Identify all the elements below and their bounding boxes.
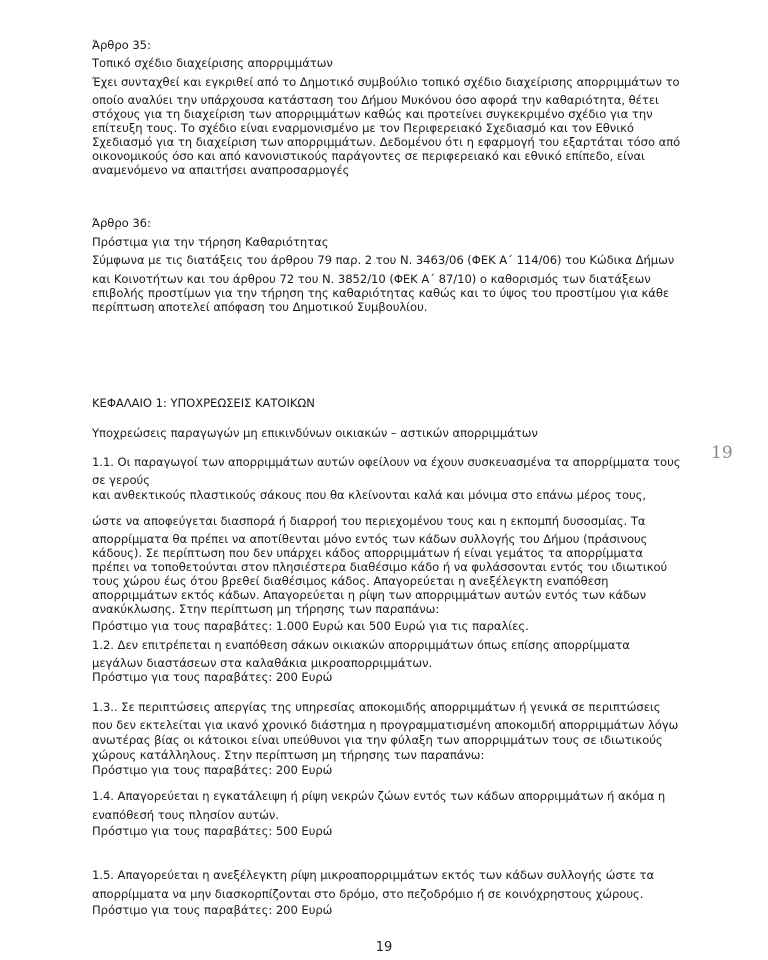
clause-1-4-fine: Πρόστιμο για τους παραβάτες: 500 Ευρώ [92, 824, 333, 838]
clause-1-1-line: πρέπει να τοποθετούνται στον πλησιέστερα διαθέσιμο κάδο ή να φυλάσσονται εντός του ιδιωτικού [92, 560, 668, 574]
clause-1-1-fine: Πρόστιμο για τους παραβάτες: 1.000 Ευρώ και 500 Ευρώ για τις παραλίες. [92, 619, 529, 633]
article-35-title: Τοπικό σχέδιο διαχείρισης απορριμμάτων [92, 56, 333, 70]
chapter-subtitle: Υποχρεώσεις παραγωγών μη επικινδύνων οικιακών – αστικών απορριμμάτων [92, 426, 538, 440]
article-35-text-line: επίτευξη τους. Το σχέδιο είναι εναρμονισμένο με τον Περιφερειακό Σχεδιασμό και τον Εθνικό [92, 121, 634, 135]
article-36-text-line: και Κοινοτήτων και του άρθρου 72 του Ν. 3852/10 (ΦΕΚ Α΄ 87/10) ο καθορισμός των διατάξεων [92, 272, 651, 286]
article-35-heading: Άρθρο 35: [92, 38, 151, 52]
clause-1-1-line: τους χώρου έως ότου βρεθεί διαθέσιμος κάδος. Απαγορεύεται η ανεξέλεγκτη εναπόθεση [92, 574, 609, 588]
clause-1-3-line: 1.3.. Σε περιπτώσεις απεργίας της υπηρεσίας αποκομιδής απορριμμάτων ή γενικά σε περιπτώσεις [92, 700, 661, 714]
clause-1-1-line: σε γερούς [92, 473, 150, 487]
clause-1-1-line: απορρίμματα θα πρέπει να αποτίθενται μόνο εντός των κάδων συλλογής του Δήμου (πράσινους [92, 532, 648, 546]
chapter-title: ΚΕΦΑΛΑΙΟ 1: ΥΠΟΧΡΕΩΣΕΙΣ ΚΑΤΟΙΚΩΝ [92, 396, 315, 410]
clause-1-5-line: απορρίμματα να μην διασκορπίζονται στο δρόμο, στο πεζοδρόμιο ή σε κοινόχρηστους χώρους. [92, 887, 644, 901]
article-36-text-line: επιβολής προστίμων για την τήρηση της καθαριότητας καθώς και το ύψος του προστίμου για κάθε [92, 286, 670, 300]
clause-1-4-line: 1.4. Απαγορεύεται η εγκατάλειψη ή ρίψη νεκρών ζώων εντός των κάδων απορριμμάτων ή ακόμα η [92, 789, 666, 803]
clause-1-1-line: ώστε να αποφεύγεται διασπορά ή διαρροή του περιεχομένου τους και η εκπομπή δυσοσμίας. Τα [92, 514, 646, 528]
clause-1-4-line: εναπόθεσή τους πλησίον αυτών. [92, 808, 279, 822]
clause-1-2-line: μεγάλων διαστάσεων στα καλαθάκια μικροαπορριμμάτων. [92, 656, 433, 670]
clause-1-1-line: 1.1. Οι παραγωγοί των απορριμμάτων αυτών οφείλουν να έχουν συσκευασμένα τα απορρίμματα τους [92, 455, 681, 469]
article-35-text-line: στόχους για τη διαχείριση των απορριμμάτων καθώς και προτείνει συγκεκριμένο σχέδιο για την [92, 107, 653, 121]
article-35-text-line: οποίο αναλύει την υπάρχουσα κατάσταση του Δήμου Μυκόνου όσο αφορά την καθαριότητα, θέτει [92, 93, 659, 107]
clause-1-2-line: 1.2. Δεν επιτρέπεται η εναπόθεση σάκων οικιακών απορριμμάτων όπως επίσης απορρίμματα [92, 638, 630, 652]
clause-1-1-line: απορριμμάτων εκτός κάδων. Απαγορεύεται η ρίψη των απορριμμάτων αυτών εντός των κάδων [92, 588, 647, 602]
article-36-text-line: Σύμφωνα με τις διατάξεις του άρθρου 79 παρ. 2 του Ν. 3463/06 (ΦΕΚ Α΄ 114/06) του Κώδικα Δήμων [92, 253, 675, 267]
article-36-title: Πρόστιμα για την τήρηση Καθαριότητας [92, 235, 329, 249]
article-35-text-line: Σχεδιασμό για τη διαχείριση των απορριμμάτων. Δεδομένου ότι η εφαρμογή του εξαρτάται τόσο από [92, 135, 681, 149]
article-36-heading: Άρθρο 36: [92, 216, 151, 230]
article-35-text-line: οικονομικούς όσο και από κανονιστικούς παράγοντες σε περιφερειακό και εθνικό επίπεδο, είναι [92, 149, 645, 163]
clause-1-2-fine: Πρόστιμο για τους παραβάτες: 200 Ευρώ [92, 670, 333, 684]
clause-1-3-line: που δεν εκτελείται για ικανό χρονικό διάστημα η προγραμματισμένη αποκομιδή απορριμμάτων λόγω [92, 718, 679, 732]
clause-1-1-line: ανακύκλωσης. Στην περίπτωση μη τήρησης των παραπάνω: [92, 602, 440, 616]
clause-1-1-line: και ανθεκτικούς πλαστικούς σάκους που θα κλείνονται καλά και μόνιμα στο επάνω μέρος τους, [92, 488, 647, 502]
article-35-text-line: αναμενόμενο να απαιτήσει αναπροσαρμογές [92, 163, 350, 177]
clause-1-3-line: ανωτέρας βίας οι κάτοικοι είναι υπεύθυνοι για την φύλαξη των απορριμμάτων τους σε ιδιωτικούς [92, 733, 663, 747]
clause-1-3-fine: Πρόστιμο για τους παραβάτες: 200 Ευρώ [92, 763, 333, 777]
page-number: 19 [375, 940, 393, 955]
margin-page-number: 19 [711, 443, 733, 463]
clause-1-3-line: χώρους κατάλληλους. Στην περίπτωση μη τήρησης των παραπάνω: [92, 748, 485, 762]
clause-1-5-line: 1.5. Απαγορεύεται η ανεξέλεγκτη ρίψη μικροαπορριμμάτων εκτός των κάδων συλλογής ώστε τα [92, 868, 655, 882]
clause-1-1-line: κάδους). Σε περίπτωση που δεν υπάρχει κάδος απορριμμάτων ή είναι γεμάτος τα απορρίμματα [92, 546, 643, 560]
article-36-text-line: περίπτωση αποτελεί απόφαση του Δημοτικού Συμβουλίου. [92, 300, 428, 314]
article-35-text-line: Έχει συνταχθεί και εγκριθεί από το Δημοτικό συμβούλιο τοπικό σχέδιο διαχείρισης απορριμμάτων το [92, 75, 680, 89]
clause-1-5-fine: Πρόστιμο για τους παραβάτες: 200 Ευρώ [92, 903, 333, 917]
